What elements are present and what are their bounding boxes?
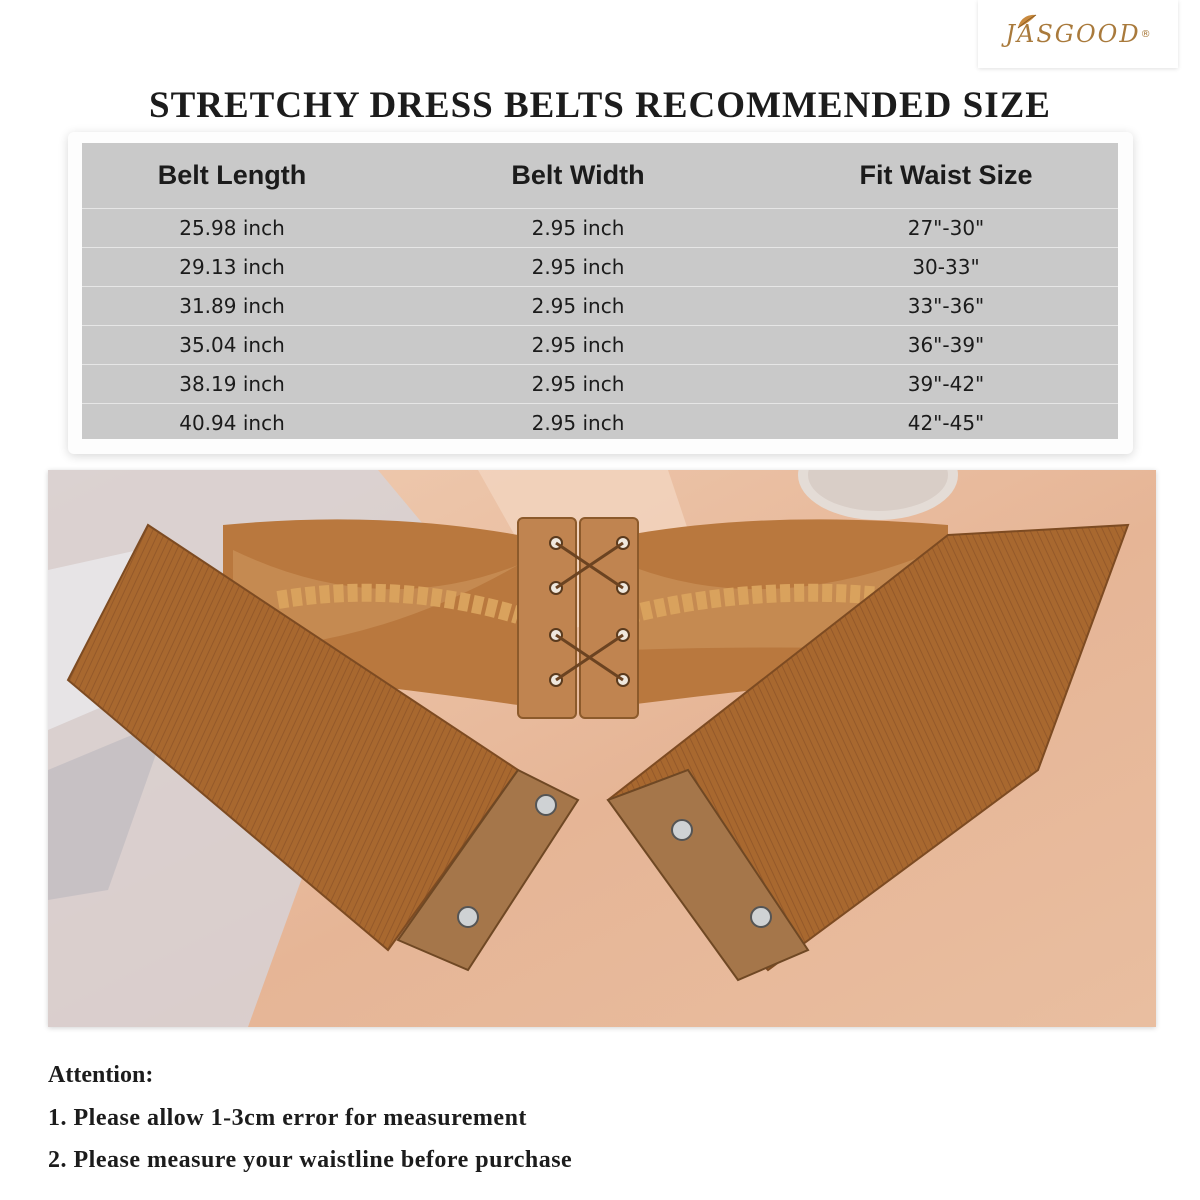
belt-width-cell: 2.95 inch <box>531 216 625 240</box>
belt-length-cell: 38.19 inch <box>179 372 285 396</box>
belt-illustration <box>48 470 1156 1027</box>
brand-name: JASGOOD <box>1005 20 1141 48</box>
belt-length-cell: 40.94 inch <box>179 411 285 435</box>
page-title: STRETCHY DRESS BELTS RECOMMENDED SIZE <box>149 85 1051 126</box>
note-item: 2. Please measure your waistline before purchase <box>48 1147 573 1173</box>
header-belt-width: Belt Width <box>511 160 645 190</box>
belt-length-cell: 29.13 inch <box>179 255 285 279</box>
table-row <box>82 286 1118 325</box>
registered-mark: ® <box>1140 28 1151 40</box>
waist-size-cell: 42"-45" <box>907 411 985 435</box>
belt-length-cell: 35.04 inch <box>179 333 285 357</box>
brand-logo <box>978 0 1178 68</box>
leaf-logo-icon <box>1016 12 1038 30</box>
size-table-header <box>82 143 1118 208</box>
table-row <box>82 325 1118 364</box>
notes-heading: Attention: <box>48 1062 154 1088</box>
belt-length-cell: 31.89 inch <box>179 294 285 318</box>
belt-width-cell: 2.95 inch <box>531 255 625 279</box>
waist-size-cell: 27"-30" <box>907 216 985 240</box>
waist-size-cell: 39"-42" <box>907 372 985 396</box>
table-row <box>82 403 1118 442</box>
waist-size-cell: 33"-36" <box>907 294 985 318</box>
waist-size-cell: 36"-39" <box>907 333 985 357</box>
header-fit-waist-size: Fit Waist Size <box>859 160 1033 190</box>
belt-width-cell: 2.95 inch <box>531 411 625 435</box>
belt-width-cell: 2.95 inch <box>531 333 625 357</box>
size-table <box>82 143 1118 439</box>
belt-width-cell: 2.95 inch <box>531 294 625 318</box>
table-row <box>82 208 1118 247</box>
header-belt-length: Belt Length <box>157 160 307 190</box>
table-row <box>82 364 1118 403</box>
product-photo <box>48 470 1156 1027</box>
note-item: 1. Please allow 1-3cm error for measurement <box>48 1105 527 1131</box>
waist-size-cell: 30-33" <box>912 255 980 279</box>
belt-width-cell: 2.95 inch <box>531 372 625 396</box>
belt-length-cell: 25.98 inch <box>179 216 285 240</box>
table-row <box>82 247 1118 286</box>
